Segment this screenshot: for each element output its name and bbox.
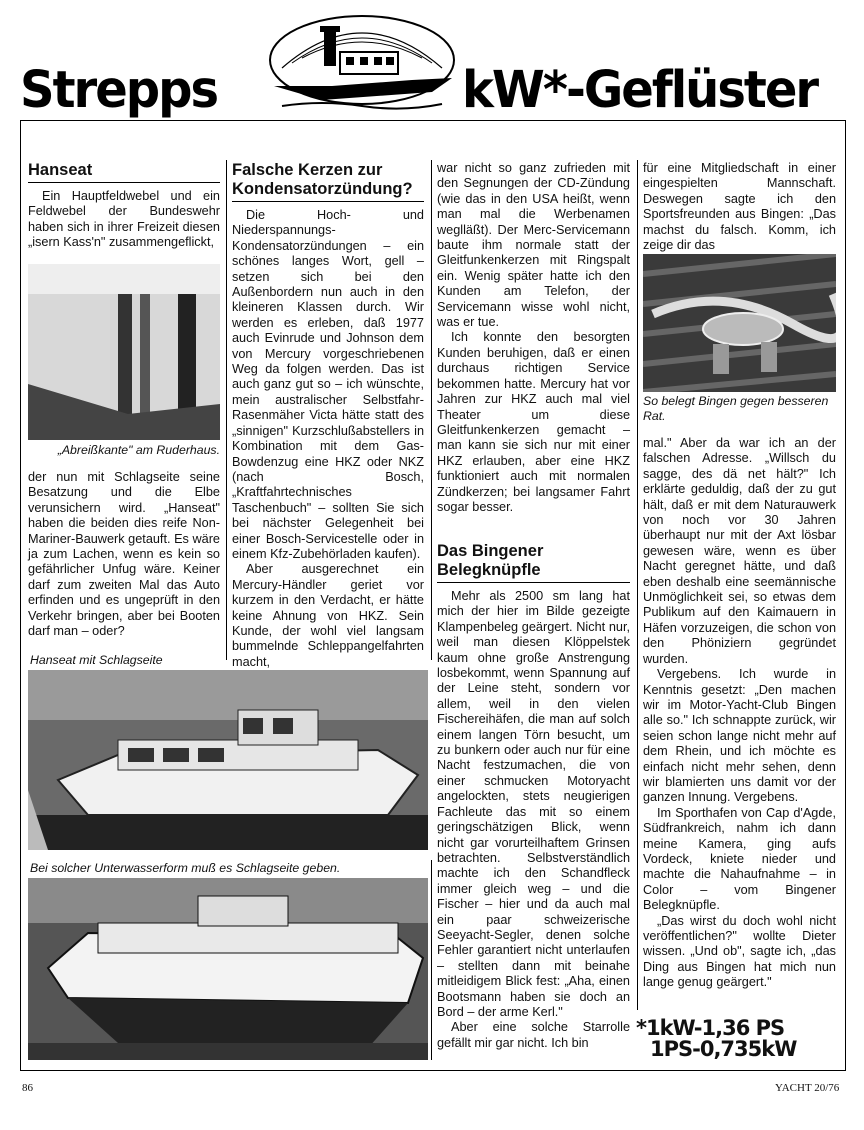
column-hanseat	[28, 161, 220, 251]
photo-klampe	[643, 254, 836, 392]
photo-unterwasserform	[28, 878, 428, 1060]
footnote-line-1: *1kW-1,36 PS	[636, 1016, 785, 1040]
column-kerzen	[232, 161, 424, 670]
footnote-line-2: 1PS-0,735kW	[650, 1037, 797, 1061]
caption-unterwasserform: Bei solcher Unterwasserform muß es Schlagseite geben.	[30, 861, 341, 875]
caption-hanseat-schlagseite: Hanseat mit Schlagseite	[30, 653, 163, 667]
hanseat-para-2: der nun mit Schlagseite seine Besatzung und die Elbe verunsichern wird. „Hanseat" haben die beiden dies reife Non-Mariner-Bauwerk getauft. Es wäre ja zum Lachen, wenn es kein so gefährlicher Unfug wäre. Keiner darf zum zweiten Mal das Auto erfinden und es ungeprüft in den Verkehr bringen, aber bei Booten darf man – oder?	[28, 470, 220, 639]
hanseat-continued	[28, 470, 220, 639]
boat-logo-illustration	[262, 8, 462, 120]
heading-hanseat: Hanseat	[28, 161, 220, 183]
title-kw-gefluester: kW*-Geflüster	[462, 60, 818, 120]
caption-abreisskante: „Abreißkante" am Ruderhaus.	[57, 443, 220, 457]
column-3-text	[437, 161, 630, 515]
photo-hanseat-schlagseite	[28, 670, 428, 850]
column-rule	[226, 160, 227, 660]
kerzen-para-1: Die Hoch- und Niederspannungs-Kondensatorzündungen – ein schönes langes Wort, gell – setzen sich bei den Außenbordern nun auch in den kleineren Klassen durch. Wir werden es erleben, daß 1977 auch Evinrude und Johnson dem von Mercury vorgeschriebenen Weg da folgen werden. Das ist auch ganz gut so – ich wünschte, mein australischer Selbstfahr-Rasenmäher Victa hätte statt des „sinnigen" Kurzschlußabstellers in Kombination mit dem Gas-Bowdenzug eine HKZ oder NKZ (nach Bosch, „Kraftfahrtechnisches Taschenbuch" – sollten Sie sich bei nächster Gelegenheit bei einer Bosch-Servicestelle oder in einem Kfz-Zubehörladen kaufen).	[232, 208, 424, 561]
column-rule	[431, 860, 432, 1060]
photo-ruderhaus	[28, 264, 220, 440]
column-4-continued	[643, 436, 836, 991]
footnote-kw-ps	[636, 1018, 844, 1060]
caption-bingen: So belegt Bingen gegen besseren Rat.	[643, 394, 829, 423]
title-strepps: Strepps	[20, 60, 218, 120]
heading-falsche-kerzen: Falsche Kerzen zur Kondensatorzündung?	[232, 161, 424, 202]
col4-para-5: „Das wirst du doch wohl nicht veröffentlichen?" wollte Dieter wissen. „Und ob", sagte ich, „das Ding aus Bingen hat mich nun lange genug geärgert."	[643, 913, 836, 990]
heading-bingener-belegknuepfle: Das Bingener Belegknüpfle	[437, 542, 630, 583]
column-bingener	[437, 542, 630, 1051]
col3-para-1: war nicht so ganz zufrieden mit den Segnungen der CD-Zündung (wie das in den USA heißt, wenn man mal die Werbenamen weglläßt). Der Merc-Servicemann baute ihm normale statt der Gleitfunkenkerzen mit Ringspalt ein. Wenig später hatte ich den Kunden am Telefon, der Servicemann wisse wohl nicht, was er tue.	[437, 161, 630, 330]
page-number: 86	[22, 1082, 33, 1094]
column-rule	[431, 160, 432, 660]
col3-para-2: Ich konnte den besorgten Kunden beruhigen, daß er einen durchaus richtigen Service bekommen hatte. Mercury hat vor Jahren zur HKZ auch mal viel Theater um diese Gleitfunkenkerzen gemacht – man kann sie sich nur mit einer HKZ erlauben, aber eine HKZ funktioniert auch mit normalen Zündkerzen; bei langsamer Fahrt sogar besser.	[437, 330, 630, 514]
column-rule	[637, 160, 638, 1010]
col4-para-2: mal." Aber da war ich an der falschen Adresse. „Willsch du sagge, des dä net hält?" Ich erklärte geduldig, daß der zu gut hält, daß er mit dem Naturauwerk von noch vor 30 Jahren überhaupt nur mit der Axt lösbar gewesen wäre, wenn es über Nacht geregnet hätte, und daß eben deshalb eine seemännische Unmöglichkeit sei, so etwas dem Publikum auf den Kaimauern in Häfen vorzuzeigen, die schon von den Phöniziern gegründet wurden.	[643, 436, 836, 666]
col4-para-1: für eine Mitgliedschaft in einer eingespielten Mannschaft. Deswegen sagte ich den Sportsfreunden aus Bingen: „Das machst du falsch. Komm, ich zeige dir das	[643, 161, 836, 253]
kerzen-para-2: Aber ausgerechnet ein Mercury-Händler geriet vor kurzem in den Verdacht, er hätte keine Ahnung von HKZ. Sein Kunde, der wohl viel langsam bummelnde Schleppangelfahrten macht,	[232, 562, 424, 669]
bingen-para-2: Aber eine solche Starrolle gefällt mir gar nicht. Ich bin	[437, 1020, 630, 1050]
hanseat-para-1: Ein Hauptfeldwebel und ein Feldwebel der Bundeswehr haben sich in ihrer Freizeit diesen „isern Kass'n" zusammengeflickt,	[28, 189, 220, 250]
col4-para-4: Im Sporthafen von Cap d'Agde, Südfrankreich, nahm ich dann meine Kamera, ging aufs Vordeck, kniete nieder und machte die Nahaufnahme – in Color – vom Bingener Belegknüpfle.	[643, 805, 836, 913]
col4-para-3: Vergebens. Ich wurde in Kenntnis gesetzt: „Den machen wir im Motor-Yacht-Club Bingen alle so." Ich schnappte zurück, wir seien schon lange nicht mehr auf dem Rhein, und ich möchte es einfach nicht mehr sehen, denn wir blamierten uns damit vor der ganzen Innung. Vergebens.	[643, 667, 836, 805]
magazine-issue: YACHT 20/76	[775, 1082, 840, 1094]
bingen-para-1: Mehr als 2500 sm lang hat mich der hier im Bilde gezeigte Klampenbeleg geärgert. Nicht nur, weil man diesen Klöppelstek kaum ohne große Anstrengung losbekommt, wenn Spannung auf der Leine steht, sondern vor allem, weil in den vielen Fischereihäfen, die man auf solch einem langen Törn besucht, um zu bunkern oder auch nur für eine Nacht festzumachen, die von einer schmucken Motoryacht angelockten, stets neugierigen Fachleute das mit so einem geringschätzigen Blick, wenn nicht gar vorurteilhaftem Grinsen betrachten. Selbstverständlich machte ich den Schandfleck immer gleich weg – und die Fischer – hier und da auch mal ein paar schweizerische Seeyacht-Segler, denen solche Fehler garantiert nicht unterlaufen – stellten dann mit beinahe mitleidigem Blick fest: „Aha, einen Bootsmann haben sie doch an Bord – der arme Kerl."	[437, 589, 630, 1019]
column-4-text	[643, 161, 836, 253]
